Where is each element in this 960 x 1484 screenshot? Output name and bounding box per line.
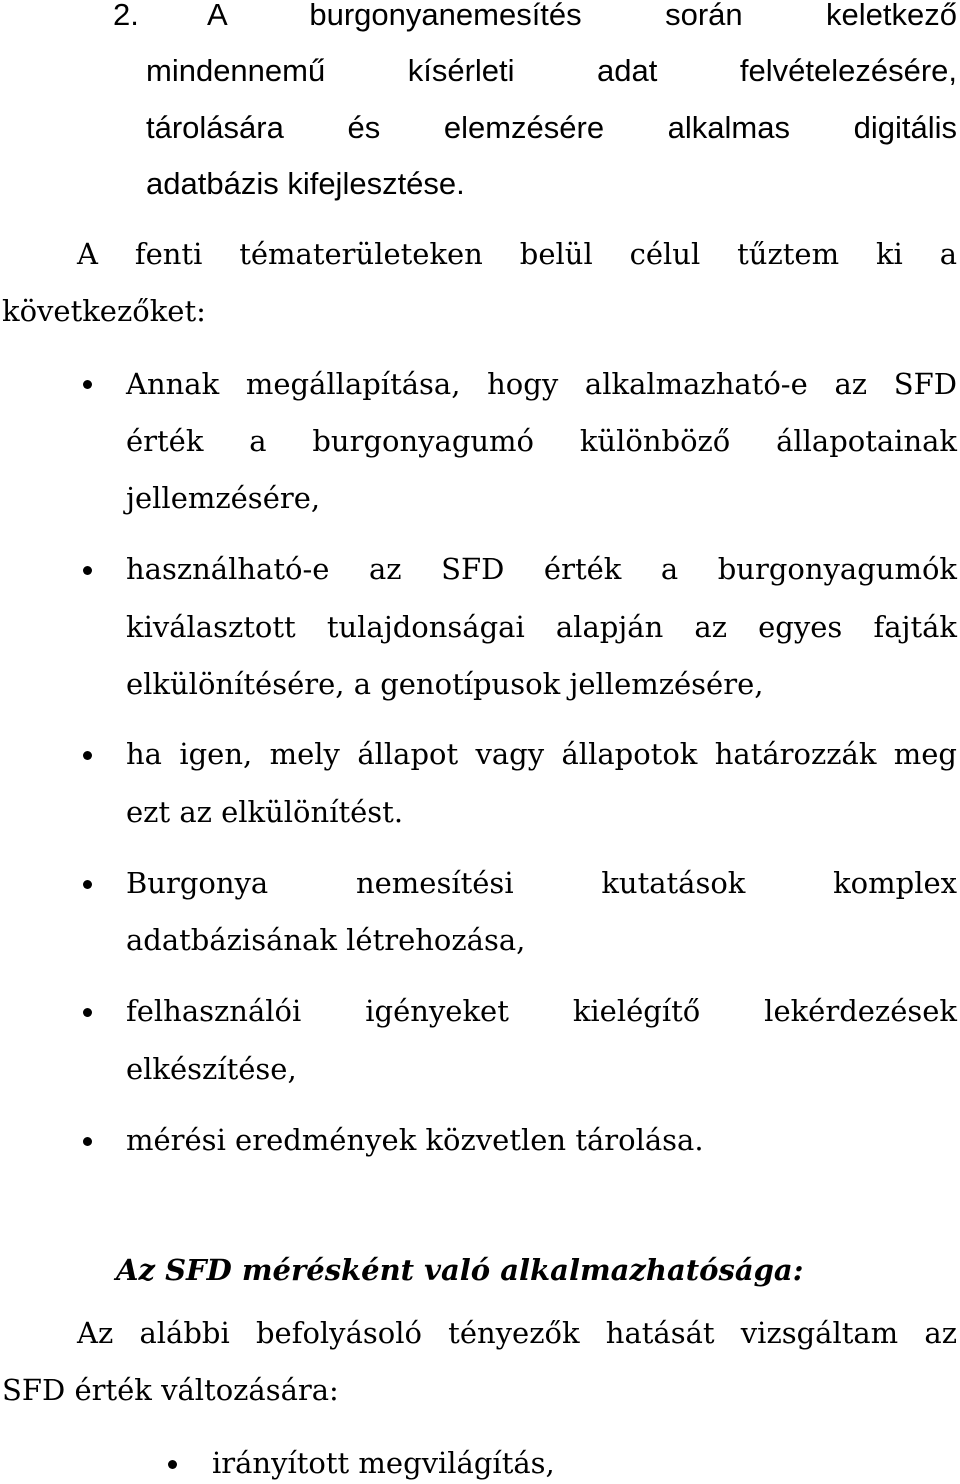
goal-5-line-1: felhasználói igényeket kielégítő lekérdezések [126, 994, 957, 1028]
goal-6-line-1: mérési eredmények közvetlen tárolása. [126, 1123, 704, 1157]
goal-3-line-2: ezt az elkülönítést. [126, 795, 404, 829]
goal-3-line-1: ha igen, mely állapot vagy állapotok határozzák meg [126, 737, 957, 771]
bullet-icon [83, 751, 92, 760]
bullet-icon [83, 380, 92, 389]
goal-1-line-3: jellemzésére, [126, 481, 321, 515]
section-heading: Az SFD mérésként való alkalmazhatósága: [116, 1253, 804, 1287]
bullet-icon [83, 1137, 92, 1146]
bullet-icon [83, 1008, 92, 1017]
section-line-1: Az alábbi befolyásoló tényezők hatását vizsgáltam az [77, 1316, 957, 1350]
goal-1-line-1: Annak megállapítása, hogy alkalmazható-e az SFD [126, 367, 957, 401]
section-line-2: SFD érték változására: [2, 1373, 339, 1407]
intro-line-1: A fenti tématerületeken belül célul tűztem ki a [77, 237, 957, 271]
goal-4-line-1: Burgonya nemesítési kutatások komplex [126, 866, 957, 900]
intro-line-2: következőket: [2, 294, 206, 328]
goal-2-line-2: kiválasztott tulajdonságai alapján az egyes fajták [126, 610, 957, 644]
goal-2-line-1: használható-e az SFD érték a burgonyagumók [126, 552, 957, 586]
list-number: 2. [113, 0, 139, 32]
bullet-icon [83, 880, 92, 889]
list-item-2-line-3: tárolására és elemzésére alkalmas digitális [146, 110, 957, 145]
goal-4-line-2: adatbázisának létrehozása, [126, 923, 526, 957]
bullet-icon [168, 1460, 177, 1469]
bullet-icon [83, 566, 92, 575]
list-item-2-line-4: adatbázis kifejlesztése. [146, 166, 465, 201]
list-item-2-line-1: A burgonyanemesítés során keletkező [207, 0, 957, 32]
goal-5-line-2: elkészítése, [126, 1052, 297, 1086]
list-item-2-line-2: mindennemű kísérleti adat felvételezésére, [146, 53, 957, 88]
goal-2-line-3: elkülönítésére, a genotípusok jellemzésére, [126, 667, 764, 701]
factor-item: irányított megvilágítás, [212, 1446, 555, 1480]
goal-1-line-2: érték a burgonyagumó különböző állapotainak [126, 424, 957, 458]
